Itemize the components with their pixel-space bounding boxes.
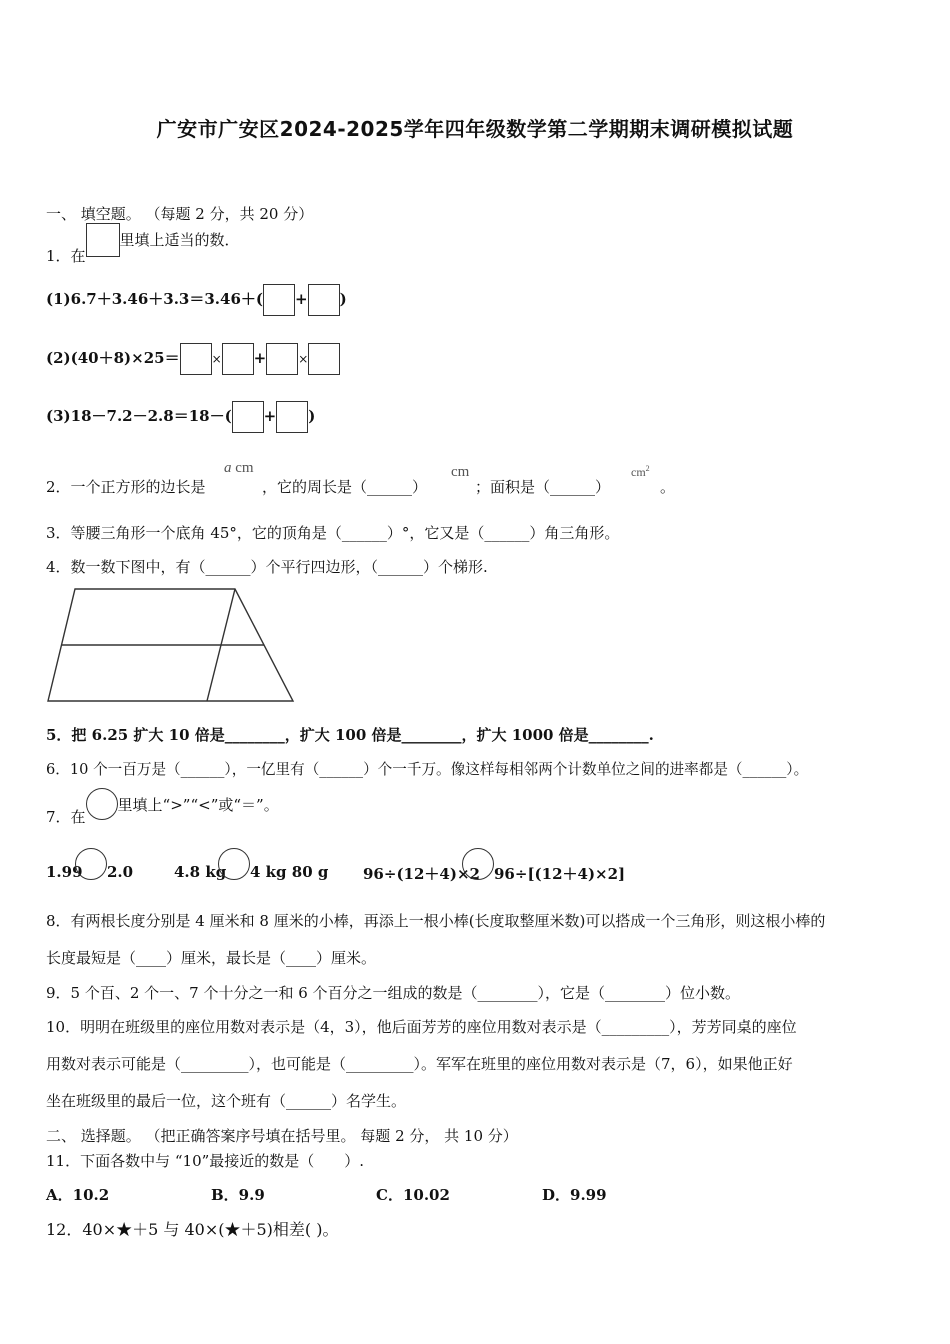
q2-end: 。 [660, 478, 676, 496]
q2-prefix: 2．一个正方形的边长是 [46, 478, 206, 496]
area-unit: cm [631, 465, 646, 479]
answer-box[interactable] [232, 401, 264, 433]
option-a[interactable]: A．10.2 [46, 1186, 110, 1204]
compare2-left: 4.8 kg [174, 863, 227, 881]
option-b[interactable]: B．9.9 [211, 1186, 265, 1204]
times-sign: × [298, 352, 309, 366]
answer-box[interactable] [222, 343, 254, 375]
q1-p2-expression: (2)(40＋8)×25＝ [46, 349, 180, 367]
q1-p1-expression: (1)6.7＋3.46＋3.3＝3.46＋( [46, 290, 263, 308]
q7-comparisons [46, 848, 906, 882]
q1-instruction [46, 223, 240, 265]
q10-line1: 10．明明在班级里的座位用数对表示是（4，3），他后面芳芳的座位用数对表示是（_________），芳芳同桌的座位 [46, 1018, 797, 1036]
q1-p3-expression: (3)18－7.2－2.8＝18－( [46, 407, 232, 425]
q9: 9．5 个百、2 个一、7 个十分之一和 6 个百分之一组成的数是（________），它是（________）位小数。 [46, 984, 741, 1002]
answer-box [86, 223, 120, 257]
q2-perimeter-blank: ，它的周长是（______） [262, 478, 428, 496]
answer-box[interactable] [276, 401, 308, 433]
q8-line2: 长度最短是（____）厘米，最长是（____）厘米。 [46, 949, 377, 967]
compare2-right: 4 kg 80 g [250, 863, 329, 881]
q1-part3 [46, 401, 315, 433]
area-unit-exponent: 2 [645, 464, 650, 473]
q3: 3．等腰三角形一个底角 45°，它的顶角是（______）°，它又是（______）角三角形。 [46, 524, 620, 542]
plus-sign: + [263, 407, 277, 425]
answer-circle[interactable] [75, 848, 107, 880]
answer-box[interactable] [308, 343, 340, 375]
answer-box[interactable] [266, 343, 298, 375]
q7-suffix: 里填上“>”“<”或“＝”。 [117, 796, 279, 814]
side-unit: cm [235, 460, 254, 476]
times-sign: × [211, 352, 222, 366]
q1-prefix: 1．在 [46, 247, 86, 265]
compare1-right: 2.0 [107, 863, 134, 881]
q7-instruction [46, 788, 279, 826]
q5: 5．把 6.25 扩大 10 倍是________，扩大 100 倍是________，扩大 1000 倍是________. [46, 726, 654, 744]
option-c[interactable]: C．10.02 [376, 1186, 450, 1204]
option-d[interactable]: D．9.99 [542, 1186, 607, 1204]
answer-circle [86, 788, 118, 820]
q11: 11．下面各数中与 “10”最接近的数是（ ）. [46, 1152, 365, 1170]
side-variable: a [224, 460, 232, 476]
q6: 6．10 个一百万是（______），一亿里有（______）个一千万。像这样每相邻两个计数单位之间的进率都是（______）。 [46, 761, 809, 778]
q10-line3: 坐在班级里的最后一位，这个班有（______）名学生。 [46, 1092, 407, 1110]
section1-header: 一、 填空题。 （每题 2 分，共 20 分） [46, 205, 314, 223]
q2-area-blank: ；面积是（______） [475, 478, 611, 496]
trapezoid-figure [40, 582, 300, 708]
section2-header: 二、 选择题。 （把正确答案序号填在括号里。 每题 2 分， 共 10 分） [46, 1127, 518, 1145]
q7-prefix: 7．在 [46, 808, 86, 826]
plus-sign: + [253, 349, 267, 367]
compare1-left: 1.99 [46, 863, 83, 881]
answer-box[interactable] [263, 284, 295, 316]
compare3-right: 96÷[(12＋4)×2] [494, 865, 626, 883]
q8-line1: 8．有两根长度分别是 4 厘米和 8 厘米的小棒，再添上一根小棒(长度取整厘米数)可以搭成一个三角形，则这根小棒的 [46, 912, 826, 930]
q1-part1 [46, 284, 347, 316]
close-paren: ) [339, 290, 347, 308]
plus-sign: + [295, 290, 308, 308]
q10-line2: 用数对表示可能是（_________），也可能是（_________）。军军在班里的座位用数对表示是（7，6），如果他正好 [46, 1055, 793, 1073]
answer-box[interactable] [180, 343, 212, 375]
answer-circle[interactable] [218, 848, 250, 880]
q1-part2 [46, 343, 340, 375]
q12: 12．40×★＋5 与 40×(★＋5)相差( )。 [46, 1220, 339, 1239]
page-title: 广安市广安区2024-2025学年四年级数学第二学期期末调研模拟试题 [156, 117, 794, 141]
q4: 4．数一数下图中，有（______）个平行四边形，（______）个梯形. [46, 558, 488, 576]
close-paren: ) [308, 407, 316, 425]
answer-box[interactable] [308, 284, 340, 316]
compare3-left: 96÷(12＋4)×2 [363, 865, 480, 883]
q1-suffix: 里填上适当的数． [119, 231, 240, 249]
answer-circle[interactable] [462, 848, 494, 880]
perimeter-unit: cm [451, 464, 470, 480]
